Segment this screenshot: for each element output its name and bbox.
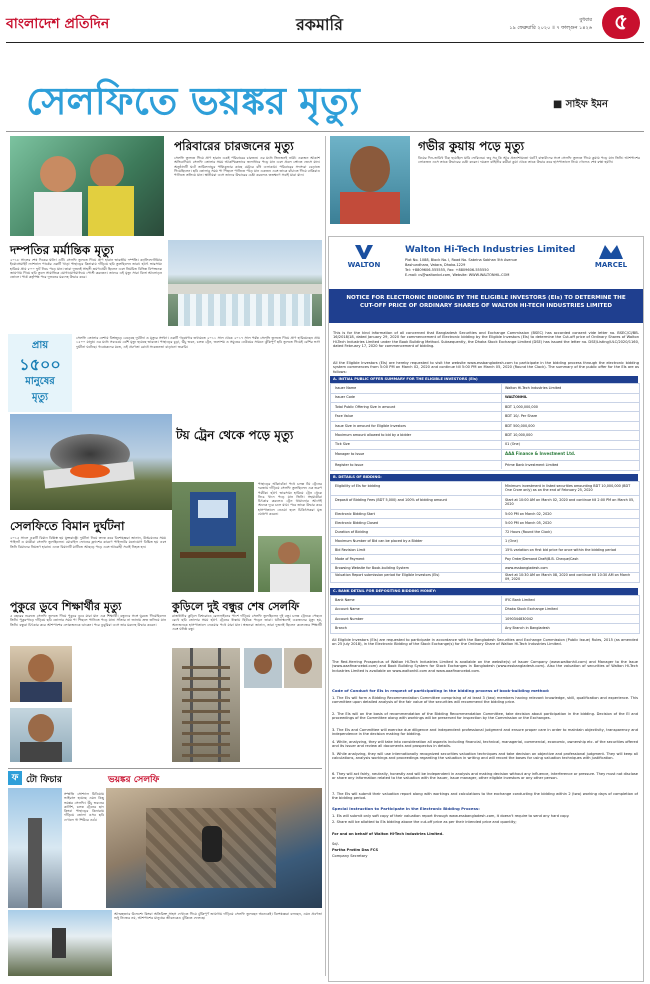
company-address-1: Plot No. 1088, Block No. I, Road No. Sabrina Sobhan 5th Avenue [405, 258, 518, 262]
table-row: Register to Issue Prime Bank Investment Limited [331, 461, 639, 470]
table-row: Issuer Code WALTONHIL [331, 393, 639, 403]
table-row: Face Value BDT 10/- Per Share [331, 412, 639, 422]
issue-date: ১৯ ফেব্রুয়ারি ২০২০ ॥ ৭ ফাল্গুন ১৪২৬ [509, 25, 592, 31]
notice-title: NOTICE FOR ELECTRONIC BIDDING BY THE ELIGIBLE INVESTORS (EIs) TO DETERMINE THE CUT-OFF PRICE OF ORDINARY SHARES OF WALTON HI-TECH INDUSTRIES LIMITED [346, 295, 626, 309]
toy-train-headline-text: টয় ট্রেন থেকে পড়ে মৃত্যু [176, 428, 294, 442]
banner-rule [6, 131, 644, 132]
well-body: বিয়ের দিন-তারিখ ঠিক হয়েছিল যারি ফেরিনের। তবু সব কি আর প্রত্যাশামতো ঘটে? বান্ধবীদের সঙ্গে সেলফি তুলতে গিয়ে কুয়ায় পড়ে যান তিনি। আশপাশের লোকজন এসে তাকে উদ্ধারের চেষ্টা করেন। দমকল বাহিনীর কর্মীরা কুয়া থেকে তাকে উদ্ধার করে হাসপাতালে নিয়ে গেলেও শেষ রক্ষা হয়নি। [418, 156, 640, 165]
page-number: ৫ [602, 7, 640, 39]
section-c-table [330, 595, 640, 634]
man-photo [258, 536, 322, 592]
feature-side-text: সম্প্রতি সোশ্যাল মিডিয়ায় ভাইরাল হয়েছে এমন কিছু ভয়ঙ্কর সেলফি। উঁচু ভবনের কার্নিশ, চলন্ত ট্রেনের ছাদ কিংবা পাহাড়ের কিনারায় দাঁড়িয়ে তোলা এসব ছবি দেখলে গা শিউরে ওঠে। [64, 792, 104, 822]
friends-portrait-2 [284, 648, 322, 688]
banner-title: সেলফিতে ভয়ঙ্কর মৃত্যু [26, 79, 360, 123]
feature-photo-cliff [8, 910, 112, 976]
section-b-table [330, 481, 640, 583]
pond-headline: পুকুরে ডুবে শিক্ষার্থীর মৃত্যু [10, 600, 122, 613]
signature-title: Company Secretary [332, 854, 368, 858]
walton-logo-text: WALTON [347, 261, 381, 269]
notice-para-2: The Red-Herring Prospectus of Walton Hi-Tech Industries Limited is available on the website(s) of Issuer Company (www.waltonhil.com) and Manager to the Issue (www.aaafinancebd.com) and Book Building System for Stock Exchanges in Bangladesh (www.essbangladesh.com). Also the valuation of securities of Walton Hi-Tech Industries Limited is available on www.waltonhil.com and www.aaafinancebd.com. [332, 660, 638, 673]
code-of-conduct-title: Code of Conduct for EIs in respect of participating in the bidding process of book-building method: [332, 688, 550, 693]
code-item: 7. The EIs will submit their valuation report along with workings and calculations to the exchange conducting the bidding within 2 (two) working days of completion of the bidding period. [332, 792, 638, 801]
table-row: Manager to Issue AAA Finance & Investment Ltd. [331, 450, 639, 461]
couple-headline: দম্পতির মর্মান্তিক মৃত্যু [10, 243, 114, 257]
plane-body: ২০১৫ সালে একটি বিমান বিধ্বস্ত হয় যুক্তরাষ্ট্রে। দুর্ঘটনা নিয়ে তদন্ত করে বিশেষজ্ঞরা জানান, উড্ডয়নের সময় পাইলট ও যাত্রীরা সেলফি তুলছিলেন। মোবাইল ফোনের ফ্ল্যাশের কারণে পাইলটের মনোযোগ বিঘ্নিত হয় এবং তিনি বিমানের নিয়ন্ত্রণ হারান। এতে বিমানটি মাটিতে আছড়ে পড়ে এবং আরোহী সবাই নিহত হন। [10, 536, 166, 549]
toy-train-headline [176, 428, 316, 442]
plane-headline: সেলফিতে বিমান দুর্ঘটনা [10, 519, 125, 533]
feature-label: টো ফিচার [26, 775, 62, 785]
stat-body: সেলফি তোলার নেশায় বিশ্বজুড়ে বেড়েছে দুর্ঘটনা ও মৃত্যুর সংখ্যা। একটি গবেষণার তথ্যমতে ২০১১ সাল থেকে ২০১৭ সাল পর্যন্ত সেলফি তুলতে গিয়ে প্রাণ হারিয়েছেন প্রায় ১৫০০ মানুষ। এর মধ্যে সবচেয়ে বেশি মৃত্যু হয়েছে ভারতে। পাহাড়ের চূড়া, উঁচু ভবন, চলন্ত ট্রেন, জলাশয় ও সমুদ্রের ঢেউয়ের সামনে ঝুঁকিপূর্ণ ছবি তুলতে গিয়েই বেশির ভাগ দুর্ঘটনা ঘটেছে। গবেষকদের মতে, এই প্রবণতা রোধে সচেতনতা বাড়ানো জরুরি। [76, 336, 320, 349]
feature-title: ভয়ঙ্কর সেলফি [108, 775, 160, 785]
well-victim-photo [330, 136, 410, 224]
stat-word-3: মৃত্যু [32, 392, 48, 403]
stat-word-2: মানুষের [25, 376, 55, 387]
table-row: Maximum Number of Bid can be placed by a Bidder 1 (One) [331, 537, 639, 546]
table-row: Account Name Dhaka Stock Exchange Limited [331, 605, 639, 615]
column-rule [325, 136, 326, 976]
code-item: 5. While analyzing, they will use internationally recognized securities valuation techniques and take decision on objective and professional judgment. They will keep all calculations, analysis workings and proceedings regarding the valuation in writing and will record the bases for using valuation techniques with justification. [332, 752, 638, 761]
company-address-2: Bashundhara, Vatara, Dhaka-1229 [405, 263, 466, 267]
marcel-logo-text: MARCEL [594, 261, 628, 269]
table-row: Deposit of Bidding Fees (BDT 5,000) and 100% of bidding amount Start at 10:00 AM on March 02, 2020 and continue till 2:00 PM on March 05, 2020 [331, 496, 639, 510]
student-photo-1 [10, 646, 72, 702]
toy-train-body: পাহাড়ের আঁকাবাঁকা পথে চলন্ত টয় ট্রেনের দরজায় দাঁড়িয়ে সেলফি তুলছিলেন এক তরুণ পর্যটক। হঠাৎ ভারসাম্য হারিয়ে ট্রেন থেকে নিচে খাদে পড়ে যান তিনি। সহযাত্রীরা চিৎকার করলেও ট্রেন থামানোর আগেই অনেক দূরে চলে যায়। পরে তাকে উদ্ধার করে হাসপাতালে নেওয়া হলে চিকিৎসকরা মৃত ঘোষণা করেন। [258, 482, 322, 517]
table-row: Duration of Bidding 72 Hours (Round the Clock) [331, 528, 639, 537]
code-item: 2. The EIs will on the basis of recommendation of the Bidding Recommendation Committee, take decision about participation in the bidding. Decision of the EI and proceedings of the Committee along with workings will be preserved for inspection by the Commission or the Exchanges. [332, 712, 638, 721]
photo-feature-bar [8, 768, 322, 785]
pond-body-continued [76, 648, 166, 764]
marcel-logo [587, 245, 635, 273]
notice-intro-2: All the Eligible Investors (EIs) are hereby requested to visit the website www.essbangladesh.com to participate in the bidding process through the electronic bidding system commences from 5:00 PM on March 02, 2020 and continue till 5:00 PM on March 05, 2020 (Round the Clock). The summary of the public offer for the EIs are as follows: [333, 361, 639, 374]
table-row: Browsing Website for Book-building System www.essbangladesh.com [331, 564, 639, 573]
banner [6, 62, 644, 132]
table-row: Branch Any Branch in Bangladesh [331, 624, 639, 633]
table-row: Issue Size in amount for Eligible Investors BDT 500,000,000 [331, 422, 639, 432]
family-headline: পরিবারের চারজনের মৃত্যু [174, 139, 294, 153]
table-row: Electronic Bidding Closed 5:00 PM on March 05, 2020 [331, 519, 639, 528]
special-instruction-title: Special Instruction to Participate in the Electronic Bidding Process: [332, 806, 480, 811]
code-item: 6. They will act fairly, neutrally, honestly and will be independent in analysis and making decision without any influence, interference or pressure. They must not disclose or share any information related to the valuation with the issuer, issue manager, other eligible investors or any other person. [332, 772, 638, 781]
feature-caption: আত্মহত্যার উদ্দেশ্যে কিংবা অতিরিক্ত সাহস দেখাতে গিয়ে ঝুঁকিপূর্ণ জায়গায় দাঁড়িয়ে সেলফি তুলছেন অনেকেই। বিশেষজ্ঞরা বলছেন, এমন প্রবণতা শুধু নিজের নয়, আশপাশের মানুষের জীবনকেও ঝুঁকিতে ফেলছে। [114, 912, 322, 921]
table-row: Electronic Bidding Start 5:00 PM on March 02, 2020 [331, 510, 639, 519]
couple-body: ২০১৮ সালের শেষ দিকের ঘটনা এটি। সেলফি তুলতে গিয়ে প্রাণ হারান ভারতীয় দম্পতি। ক্যালিফোর্নিয়ার ইয়োসেমাইট ন্যাশনাল পার্কের একটি খাড়া পাহাড়ের কিনারায় দাঁড়িয়ে ছবি তুলছিলেন তারা। হঠাৎ ভারসাম্য হারিয়ে প্রায় ৮০০ ফুট নিচে পড়ে যান। তারা দুজনই সাহসী ভ্রমণপ্রেমী ছিলেন এবং নিয়মিত বিভিন্ন বিপজ্জনক জায়গায় গিয়ে ছবি তুলে সামাজিক যোগাযোগমাধ্যমে পোস্ট করতেন। তাদের এই মৃত্যু সারা বিশ্বে আলোড়ন তোলে। পার্ক কর্তৃপক্ষ পরে দুজনের মরদেহ উদ্ধার করে। [10, 258, 162, 280]
dam-photo [168, 240, 322, 326]
code-item: 3. The EIs and Committee will exercise due diligence and independent professional judgment and ensure proper care in order to maintain objectivity, transparency and independence in the decision making for bidding. [332, 728, 638, 737]
table-row: Mode of Payment Pay Order/Demand Draft/B.B. Cheque/Cash [331, 555, 639, 564]
byline: ■ সাইফ ইমন [552, 99, 608, 110]
notice-intro: This is for the kind information of all concerned that Bangladesh Securities and Exchange Commission (BSEC) has accorded consent vide letter no. BSEC/CI/BB-16/2018/18, dated January 29, 2020 for commencement of Electronic bidding by the Eligible Investors (EIs) to determine the Cut-off price of Ordinary Shares of Walton Hi-Tech Industries Limited under the Book Building Method. Subsequently, the Dhaka Stock Exchange Limited (DSE) has issued the letter no. DSE/Listing/ULC/2020/1160, dated February 17, 2020 for commencement of bidding. [333, 331, 639, 348]
table-row: Total Public Offering Size in amount BDT 1,000,000,000 [331, 403, 639, 413]
company-address-4: E-mail: cs@waltonbd.com, Website: WWW.WALTONHIL.COM [405, 273, 510, 277]
toy-train-photo [172, 482, 254, 592]
section-c-header: C. BANK DETAIL FOR DEPOSITING BIDDING MONEY: [330, 588, 638, 595]
table-row: Eligibility of EIs for bidding Minimum investment in listed securities amounting BDT 10,000,000 (BDT One Crore only) as on the end of February 25, 2020 [331, 482, 639, 496]
section-a-header: A. INITIAL PUBLIC OFFER SUMMARY FOR THE ELIGIBLE INVESTORS (EIs) [330, 376, 638, 383]
student-photo-2 [10, 708, 72, 762]
table-row: Bank Name IFIC Bank Limited [331, 596, 639, 606]
family-photo [10, 136, 164, 236]
newspaper-logo: বাংলাদেশ প্রতিদিন [6, 16, 110, 32]
feature-tag: ফ [8, 771, 22, 785]
table-row: Maximum amount allowed to bid by a bidder BDT 10,000,000 [331, 431, 639, 441]
section-a-table [330, 383, 640, 471]
signature-on-behalf: For and on behalf of Walton Hi-Tech Industries Limited. [332, 832, 444, 836]
friends-portrait-1 [244, 648, 282, 688]
stat-word-1: প্রায় [31, 340, 49, 351]
feature-photo-main [106, 788, 322, 908]
table-row: Bid Revision Limit 15% variation on first bid price for once within the bidding period [331, 546, 639, 555]
section-b-header: B. DETAILS OF BIDDING: [330, 474, 638, 481]
rail-track-photo [172, 648, 240, 762]
family-body: সেলফি তুলতে গিয়ে প্রাণ হারান একই পরিবারের চারজন। এর মধ্যে তিনজনই নারী। একজন আকাশ অভিবাদিয়া। সেলফি তোলার সময় আকস্মিকভাবে জলাধারে পড়ে যান এবং প্রবল স্রোতে ভেসে যান। অনুষ্ঠানটি ঘটে তামিলনাড়ুর পঞ্চিকুন্ডার কাছে মেট্টুরে বাঁধ এলাকায়। পরিবারের সদস্যরা বেড়াতে গিয়েছিলেন। ছবি তোলার সময় পা পিছলে পানিতে পড়ে যান একজন এবং তাকে বাঁচাতে গিয়ে বাকিরাও পানিতে তলিয়ে যান। স্থানীয়রা এসে তাদের উদ্ধারের চেষ্টা করলেও ততক্ষণে সবাই মারা যান। [174, 156, 320, 178]
table-row: Account Number 1090344830042 [331, 615, 639, 625]
stat-callout [8, 334, 72, 412]
section-name: রকমারি [296, 15, 343, 34]
stat-number: ১৫০০ [19, 355, 61, 374]
table-row: Tick Size 01 (One) [331, 440, 639, 450]
friends-body: রাজধানীর কুড়িল বিশ্বরোডে রেললাইনের পাশে দাঁড়িয়ে সেলফি তুলছিলেন দুই বন্ধু। চলন্ত ট্রেনকে পেছনে রেখে ছবি তোলার সময় হঠাৎ ট্রেনের ধাক্কায় ছিটকে পড়েন তারা। ঘটনাস্থলেই একজনের মৃত্যু হয়, অন্যজনকে হাসপাতালে নেওয়ার পথে মারা যান। স্বজনরা জানান, তারা দুজনই ছিলেন কলেজের শিক্ষার্থী এবং ঘনিষ্ঠ বন্ধু। [172, 614, 322, 631]
masthead [6, 8, 644, 43]
walton-logo [341, 245, 387, 273]
code-item: 4. While, analyzing, they will take into consideration all aspects including financial, technical, managerial, commercial, economic, ownership etc. of the securities offered and its issuer and review all documents and prospectus in details. [332, 740, 638, 749]
notice-title-box [329, 289, 643, 323]
friends-headline: কুড়িলে দুই বন্ধুর শেষ সেলফি [172, 600, 300, 613]
plane-crash-photo [10, 414, 172, 510]
feature-photo-tower [8, 788, 62, 908]
well-headline: গভীর কুয়ায় পড়ে মৃত্যু [418, 139, 525, 153]
table-row: Valuation Report submission period for Eligible Investors (EIs) Start at 10:30 AM on March 08, 2020 and continue till 10:30 AM on March 09, 2020 [335, 573, 631, 582]
special-instruction-1: 1. EIs will submit only soft copy of their valuation report through www.essbangladesh.com, it doesn't require to send any hard copy. [332, 814, 570, 818]
table-row: Issuer Name Walton Hi-Tech Industries Limited [331, 384, 639, 394]
special-instruction-2: 2. Share will be allotted to EIs bidding above the cut-off price as per their intended price and quantity; [332, 820, 517, 824]
company-name: Walton Hi-Tech Industries Limited [405, 245, 576, 255]
code-item: 1. The EIs will form a Bidding Recommendation Committee comprising of at least 3 (two) members having relevant knowledge, skill, qualification and experience. This committee upon detailed analysis of the fair value of the securities will recommend the bidding price. [332, 696, 638, 705]
signature-sd: Sd/- [332, 842, 340, 846]
signature-name: Partha Protim Das FCS [332, 848, 379, 852]
company-address-3: Tel: +8809606-555555, Fax: +8809606-555550 [405, 268, 489, 272]
issue-day: বুধবার [579, 17, 592, 23]
notice-para-1: All Eligible Investors (EIs) are requested to participate in accordance with the Bangladesh Securities and Exchange Commission (Public Issue) Rules, 2015 (as amended on 25 July 2018), in the Electronic Bidding of the Stock Exchange(s) for the Ordinary Share of Walton Hi-Tech Industries Limited. [332, 638, 638, 647]
pond-body: ৫ বছরের শুরুতে সেলফি তুলতে গিয়ে পুকুরে ডুবে মারা যান এক শিক্ষার্থী। বন্ধুদের সঙ্গে ঘুরতে গিয়েছিলেন তিনি। পুকুরপাড়ে দাঁড়িয়ে ছবি তোলার সময় পা পিছলে পানিতে পড়ে যান। সাঁতার না জানায় দ্রুত তলিয়ে যান তিনি। বন্ধুরা চিৎকার করে আশপাশের লোকজনকে ডাকেন। পরে ডুবুরিরা এসে তার মরদেহ উদ্ধার করেন। [10, 614, 166, 627]
